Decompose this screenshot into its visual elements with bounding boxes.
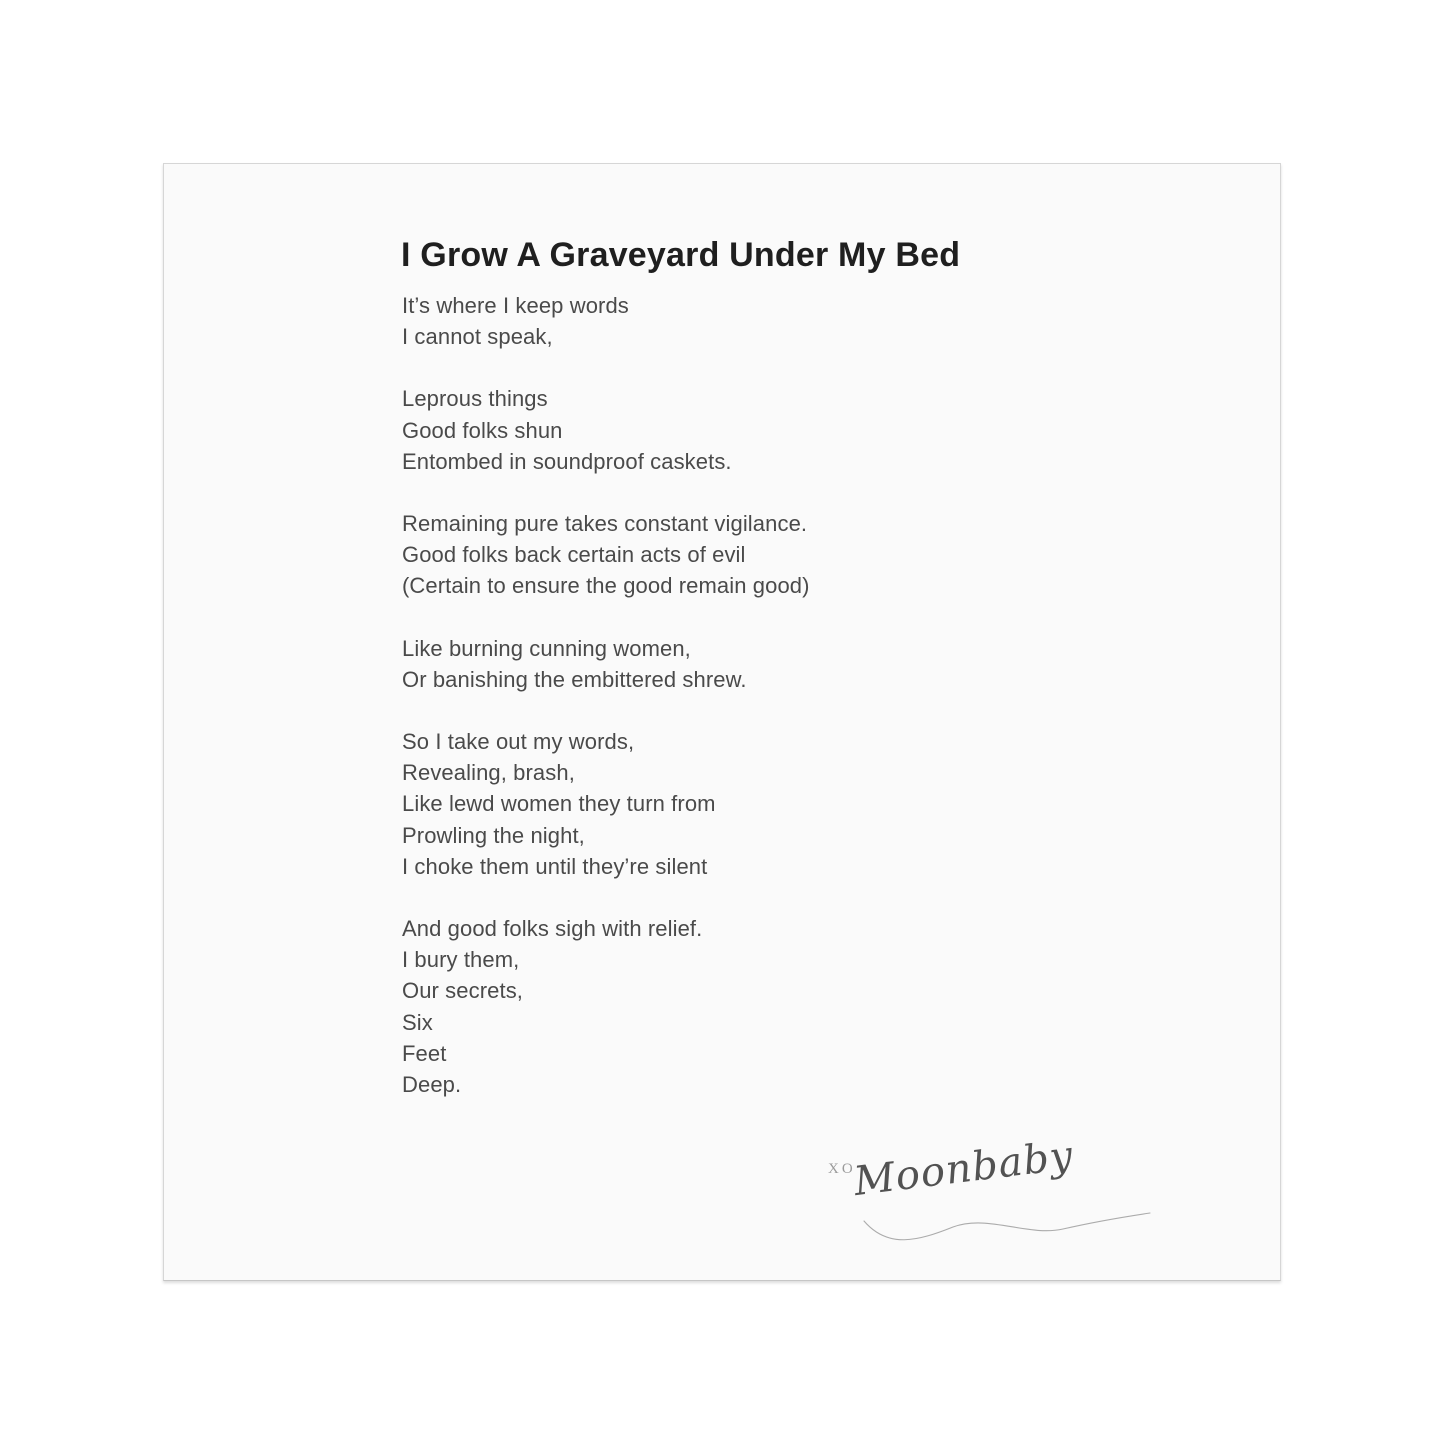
poem-line: Six <box>402 1009 433 1035</box>
poem-line: Like burning cunning women, <box>402 635 691 661</box>
poem-body <box>402 290 810 1131</box>
poem-title: I Grow A Graveyard Under My Bed <box>401 235 961 274</box>
poem-line: It’s where I keep words <box>402 293 629 318</box>
poem-line: I bury them, <box>402 947 520 973</box>
stanza-3 <box>402 508 810 602</box>
signature <box>828 1132 1077 1205</box>
stanza-5 <box>402 726 810 882</box>
poem-line: Revealing, brash, <box>402 760 575 786</box>
poem-line: Feet <box>402 1040 447 1066</box>
poem-line: I choke them until they’re silent <box>402 853 708 879</box>
poem-card <box>163 163 1281 1281</box>
stanza-6 <box>402 913 810 1100</box>
poem-line: Our secrets, <box>402 978 524 1004</box>
stanza-1 <box>402 290 810 352</box>
signature-name: Moonbaby <box>851 1132 1076 1205</box>
poem-line: I cannot speak, <box>402 324 553 350</box>
stanza-2 <box>402 383 810 477</box>
poem-line: Good folks back certain acts of evil <box>402 542 746 568</box>
poem-line: Deep. <box>402 1072 462 1098</box>
signature-flourish-icon <box>858 1211 1158 1251</box>
poem-line: Leprous things <box>402 386 548 412</box>
poem-line: Like lewd women they turn from <box>402 791 716 817</box>
poem-line: Or banishing the embittered shrew. <box>402 666 747 692</box>
signature-xo: XO <box>828 1161 856 1177</box>
stanza-4 <box>402 633 810 695</box>
poem-line: Prowling the night, <box>402 822 585 848</box>
poem-line: Entombed in soundproof caskets. <box>402 448 732 474</box>
poem-line: (Certain to ensure the good remain good) <box>402 573 810 599</box>
poem-line: Remaining pure takes constant vigilance. <box>402 511 808 537</box>
poem-line: Good folks shun <box>402 417 563 443</box>
poem-line: So I take out my words, <box>402 729 635 755</box>
poem-line: And good folks sigh with relief. <box>402 916 703 942</box>
